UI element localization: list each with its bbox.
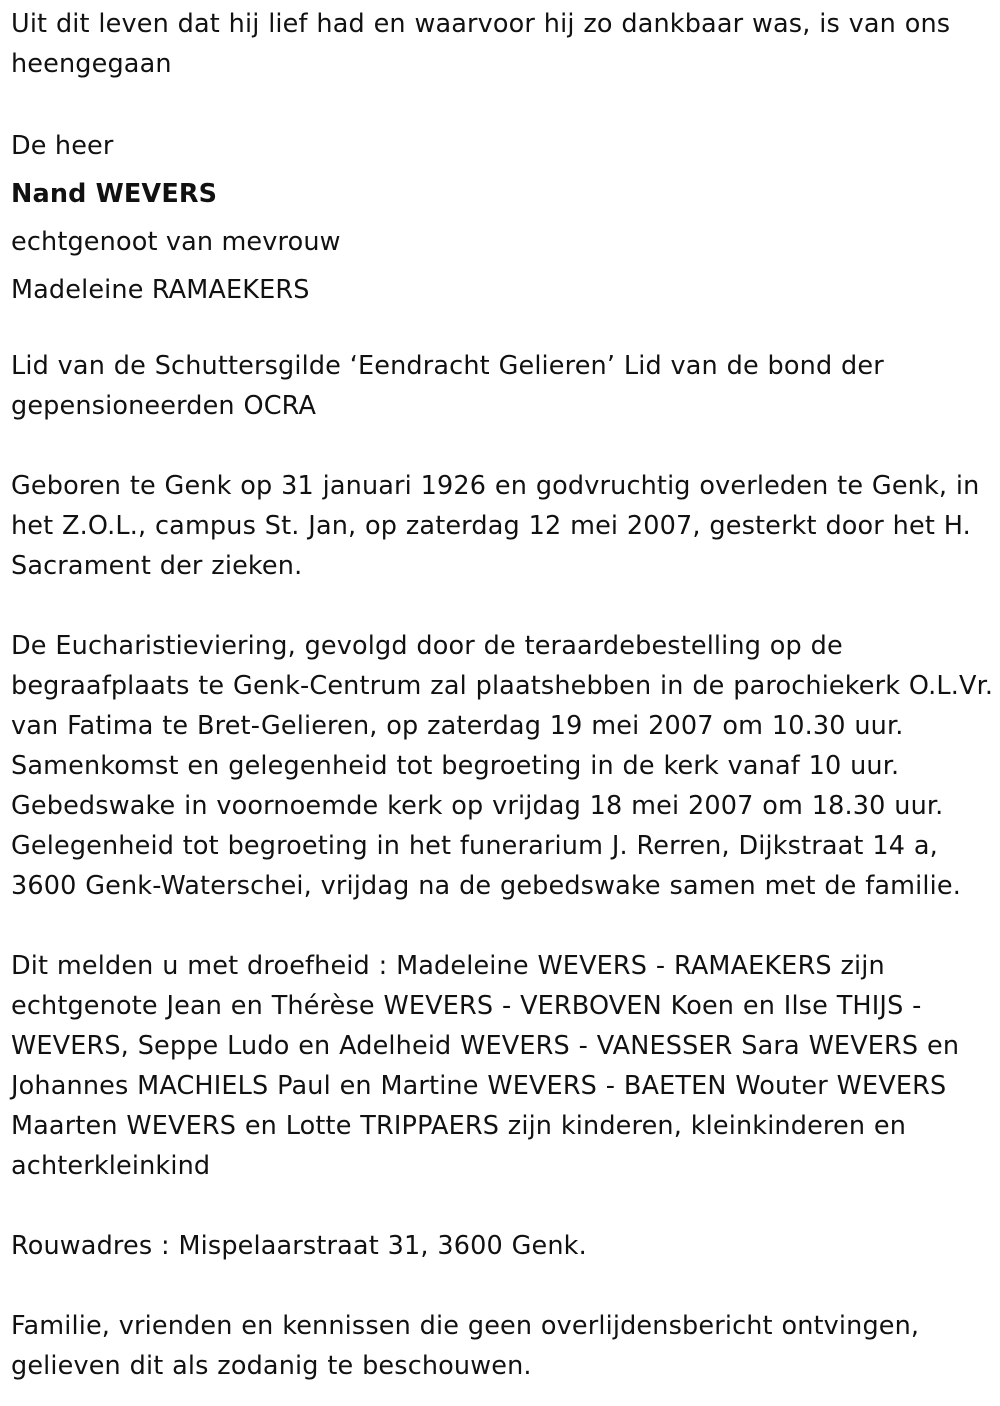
death-notice (11, 4, 993, 1386)
spouse-label: echtgenoot van mevrouw (11, 227, 341, 257)
deceased-block (11, 122, 993, 314)
birth-death-text: Geboren te Genk op 31 januari 1926 en godvruchtig overleden te Genk, in het Z.O.L., campus St. Jan, op zaterdag 12 mei 2007, gesterkt door het H. Sacrament der zieken. (11, 471, 980, 581)
spouse-name: Madeleine RAMAEKERS (11, 275, 310, 305)
intro-text: Uit dit leven dat hij lief had en waarvoor hij zo dankbaar was, is van ons heengegaan (11, 9, 951, 79)
address-text: Rouwadres : Mispelaarstraat 31, 3600 Genk. (11, 1231, 587, 1261)
deceased-name: Nand WEVERS (11, 179, 218, 209)
family-text: Dit melden u met droefheid : Madeleine WEVERS - RAMAEKERS zijn echtgenote Jean en Thérèse WEVERS - VERBOVEN Koen en Ilse THIJS - WEVERS, Seppe Ludo en Adelheid WEVERS - VANESSER Sara WEVERS en Johannes MACHIELS Paul en Martine WEVERS - BAETEN Wouter WEVERS Maarten WEVERS en Lotte TRIPPAERS zijn kinderen, kleinkinderen en achterkleinkind (11, 951, 960, 1181)
closing-text: Familie, vrienden en kennissen die geen overlijdensbericht ontvingen, gelieven dit als zodanig te beschouwen. (11, 1311, 920, 1381)
memberships-text: Lid van de Schuttersgilde ‘Eendracht Gelieren’ Lid van de bond der gepensioneerden OCRA (11, 351, 884, 421)
ceremony-text: De Eucharistieviering, gevolgd door de teraardebestelling op de begraafplaats te Genk-Centrum zal plaatshebben in de parochiekerk O.L.Vr. van Fatima te Bret-Gelieren, op zaterdag 19 mei 2007 om 10.30 uur. Samenkomst en gelegenheid tot begroeting in de kerk vanaf 10 uur. Gebedswake in voornoemde kerk op vrijdag 18 mei 2007 om 18.30 uur. Gelegenheid tot begroeting in het funerarium J. Rerren, Dijkstraat 14 a, 3600 Genk-Waterschei, vrijdag na de gebedswake samen met de familie. (11, 631, 994, 901)
salutation: De heer (11, 131, 114, 161)
